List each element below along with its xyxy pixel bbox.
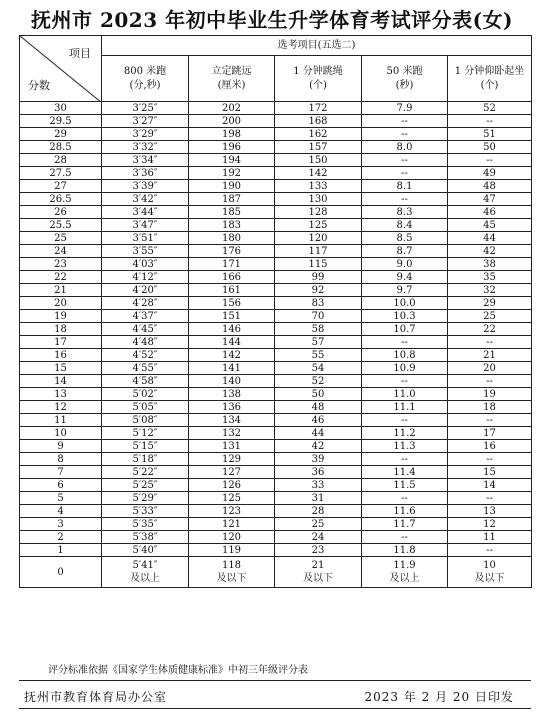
footer-rule-top (19, 680, 531, 681)
score-cell: 23 (20, 258, 102, 271)
table-row (20, 193, 532, 206)
threshold-qualifier: 及以下 (216, 573, 247, 584)
threshold-value: 10 (483, 560, 496, 571)
value-cell: 171 (189, 258, 275, 271)
value-cell: 57 (275, 336, 362, 349)
value-cell: 45 (448, 219, 532, 232)
value-cell: 3′39″ (102, 180, 189, 193)
value-cell: 138 (189, 388, 275, 401)
value-cell (102, 557, 189, 588)
value-cell: 3′51″ (102, 232, 189, 245)
score-cell: 25.5 (20, 219, 102, 232)
column-name: 1 分钟仰卧起坐 (454, 65, 525, 77)
value-cell: 198 (189, 128, 275, 141)
value-cell: -- (448, 453, 532, 466)
value-cell: 9.4 (362, 271, 448, 284)
score-cell: 28 (20, 154, 102, 167)
value-cell: 52 (448, 102, 532, 115)
table-row (20, 180, 532, 193)
value-cell: 42 (448, 245, 532, 258)
value-cell: 54 (275, 362, 362, 375)
table-row (20, 232, 532, 245)
value-cell: 131 (189, 440, 275, 453)
value-cell: 9.0 (362, 258, 448, 271)
table-row (20, 167, 532, 180)
value-cell: 8.5 (362, 232, 448, 245)
value-cell: 141 (189, 362, 275, 375)
table-row (20, 349, 532, 362)
value-cell: 196 (189, 141, 275, 154)
value-cell: 10.0 (362, 297, 448, 310)
table-row (20, 388, 532, 401)
score-cell: 7 (20, 466, 102, 479)
value-cell: 5′40″ (102, 544, 189, 557)
issue-date: 2023 年 2 月 20 日印发 (364, 690, 514, 704)
value-cell: 8.7 (362, 245, 448, 258)
table-row (20, 284, 532, 297)
value-cell: 180 (189, 232, 275, 245)
value-cell: 176 (189, 245, 275, 258)
value-cell: -- (362, 375, 448, 388)
value-cell: 8.3 (362, 206, 448, 219)
value-cell: 3′42″ (102, 193, 189, 206)
value-cell: 70 (275, 310, 362, 323)
value-cell: 121 (189, 518, 275, 531)
score-cell: 1 (20, 544, 102, 557)
score-label: 分数 (28, 79, 50, 92)
group-header: 选考项目(五选二) (102, 36, 532, 56)
column-header (448, 56, 532, 102)
value-cell: 3′32″ (102, 141, 189, 154)
table-row (20, 271, 532, 284)
value-cell: 19 (448, 388, 532, 401)
value-cell: 4′37″ (102, 310, 189, 323)
footer-rule-bottom (19, 708, 531, 709)
value-cell: 142 (189, 349, 275, 362)
value-cell: 11.1 (362, 401, 448, 414)
value-cell: 5′18″ (102, 453, 189, 466)
table-row (20, 297, 532, 310)
score-cell: 21 (20, 284, 102, 297)
threshold-value: 11.9 (393, 560, 416, 571)
value-cell: -- (362, 193, 448, 206)
table-row (20, 518, 532, 531)
score-cell: 30 (20, 102, 102, 115)
value-cell: 16 (448, 440, 532, 453)
score-cell: 20 (20, 297, 102, 310)
value-cell: 39 (275, 453, 362, 466)
column-name: 50 米跑 (386, 65, 423, 77)
value-cell: -- (448, 336, 532, 349)
value-cell: 11.4 (362, 466, 448, 479)
value-cell (362, 557, 448, 588)
table-row (20, 310, 532, 323)
score-cell: 22 (20, 271, 102, 284)
value-cell: 194 (189, 154, 275, 167)
value-cell: 125 (189, 492, 275, 505)
value-cell: 5′15″ (102, 440, 189, 453)
table-row (20, 544, 532, 557)
value-cell: 4′52″ (102, 349, 189, 362)
table-row (20, 492, 532, 505)
value-cell: 168 (275, 115, 362, 128)
value-cell: 5′33″ (102, 505, 189, 518)
value-cell (448, 557, 532, 588)
column-name: 1 分钟跳绳 (293, 65, 343, 77)
value-cell: 5′25″ (102, 479, 189, 492)
value-cell: 5′08″ (102, 414, 189, 427)
score-cell: 29 (20, 128, 102, 141)
value-cell: 25 (448, 310, 532, 323)
value-cell: 115 (275, 258, 362, 271)
score-cell: 19 (20, 310, 102, 323)
value-cell: 11.8 (362, 544, 448, 557)
value-cell: 49 (448, 167, 532, 180)
threshold-qualifier: 及以下 (303, 573, 333, 584)
value-cell: 5′12″ (102, 427, 189, 440)
value-cell: 3′34″ (102, 154, 189, 167)
value-cell: 4′45″ (102, 323, 189, 336)
column-header (275, 56, 362, 102)
column-unit: (个) (480, 79, 499, 91)
value-cell: 187 (189, 193, 275, 206)
value-cell: -- (362, 531, 448, 544)
value-cell: 8.4 (362, 219, 448, 232)
threshold-value: 21 (311, 560, 325, 571)
table-row (20, 206, 532, 219)
value-cell: 10.8 (362, 349, 448, 362)
value-cell: 192 (189, 167, 275, 180)
value-cell: 99 (275, 271, 362, 284)
value-cell: 11.3 (362, 440, 448, 453)
value-cell: 13 (448, 505, 532, 518)
value-cell: 3′27″ (102, 115, 189, 128)
value-cell: 36 (275, 466, 362, 479)
value-cell: 24 (275, 531, 362, 544)
value-cell: 11.2 (362, 427, 448, 440)
value-cell: 130 (275, 193, 362, 206)
value-cell: -- (362, 128, 448, 141)
table-row (20, 505, 532, 518)
score-cell: 3 (20, 518, 102, 531)
value-cell: 21 (448, 349, 532, 362)
score-cell: 8 (20, 453, 102, 466)
column-name: 立定跳远 (211, 65, 252, 77)
table-row (20, 479, 532, 492)
value-cell: 119 (189, 544, 275, 557)
value-cell (275, 557, 362, 588)
value-cell: 134 (189, 414, 275, 427)
score-cell: 27 (20, 180, 102, 193)
value-cell: 3′55″ (102, 245, 189, 258)
value-cell: 7.9 (362, 102, 448, 115)
score-cell: 0 (20, 557, 102, 588)
value-cell: -- (362, 414, 448, 427)
table-row (20, 466, 532, 479)
value-cell: 46 (275, 414, 362, 427)
value-cell: -- (362, 453, 448, 466)
value-cell: 4′12″ (102, 271, 189, 284)
table-row (20, 414, 532, 427)
value-cell: 33 (275, 479, 362, 492)
value-cell: -- (448, 115, 532, 128)
value-cell: 10.3 (362, 310, 448, 323)
value-cell: 185 (189, 206, 275, 219)
value-cell: 23 (275, 544, 362, 557)
value-cell: 4′55″ (102, 362, 189, 375)
table-row (20, 141, 532, 154)
value-cell: 120 (275, 232, 362, 245)
value-cell: 25 (275, 518, 362, 531)
value-cell: 125 (275, 219, 362, 232)
page-title: 抚州市 2023 年初中毕业生升学体育考试评分表(女) (30, 8, 513, 32)
value-cell: 83 (275, 297, 362, 310)
value-cell: 4′03″ (102, 258, 189, 271)
value-cell: 3′36″ (102, 167, 189, 180)
value-cell: 136 (189, 401, 275, 414)
column-unit: (秒) (395, 79, 414, 91)
value-cell: 92 (275, 284, 362, 297)
item-label: 项目 (69, 47, 91, 60)
value-cell: 5′38″ (102, 531, 189, 544)
score-cell: 26.5 (20, 193, 102, 206)
value-cell: 150 (275, 154, 362, 167)
value-cell: 5′29″ (102, 492, 189, 505)
value-cell: 5′02″ (102, 388, 189, 401)
value-cell: 11.6 (362, 505, 448, 518)
table-row (20, 336, 532, 349)
threshold-value: 5′41″ (132, 560, 158, 571)
value-cell: 9.7 (362, 284, 448, 297)
column-header (189, 56, 275, 102)
value-cell: 15 (448, 466, 532, 479)
score-cell: 11 (20, 414, 102, 427)
value-cell: 14 (448, 479, 532, 492)
score-cell: 15 (20, 362, 102, 375)
value-cell: 183 (189, 219, 275, 232)
value-cell: 129 (189, 453, 275, 466)
value-cell: 10.7 (362, 323, 448, 336)
value-cell: -- (448, 544, 532, 557)
value-cell: 10.9 (362, 362, 448, 375)
scoring-note: 评分标准依据《国家学生体质健康标准》中初三年级评分表 (48, 665, 308, 676)
score-cell: 25 (20, 232, 102, 245)
table-row-zero (20, 557, 532, 588)
table-row (20, 245, 532, 258)
value-cell: -- (362, 336, 448, 349)
column-unit: (个) (309, 79, 327, 91)
score-cell: 24 (20, 245, 102, 258)
value-cell: 44 (275, 427, 362, 440)
table-row (20, 154, 532, 167)
value-cell: 52 (275, 375, 362, 388)
threshold-qualifier: 及以上 (130, 573, 160, 584)
value-cell: 202 (189, 102, 275, 115)
corner-header-cell (20, 36, 102, 102)
score-cell: 12 (20, 401, 102, 414)
value-cell: 48 (448, 180, 532, 193)
value-cell: 133 (275, 180, 362, 193)
column-header (102, 56, 189, 102)
value-cell: 127 (189, 466, 275, 479)
value-cell: 123 (189, 505, 275, 518)
score-cell: 29.5 (20, 115, 102, 128)
table-row (20, 362, 532, 375)
score-cell: 14 (20, 375, 102, 388)
column-name: 800 米跑 (123, 65, 167, 77)
value-cell: 3′29″ (102, 128, 189, 141)
value-cell: 8.1 (362, 180, 448, 193)
value-cell: 17 (448, 427, 532, 440)
table-row (20, 440, 532, 453)
score-cell: 4 (20, 505, 102, 518)
value-cell: 156 (189, 297, 275, 310)
column-unit: (分,秒) (129, 79, 161, 91)
value-cell: 58 (275, 323, 362, 336)
value-cell: 120 (189, 531, 275, 544)
value-cell: 22 (448, 323, 532, 336)
value-cell: 50 (448, 141, 532, 154)
score-cell: 5 (20, 492, 102, 505)
value-cell: 46 (448, 206, 532, 219)
table-row (20, 453, 532, 466)
value-cell: 146 (189, 323, 275, 336)
score-cell: 26 (20, 206, 102, 219)
threshold-qualifier: 及以下 (474, 573, 505, 584)
value-cell: 3′47″ (102, 219, 189, 232)
value-cell: -- (448, 492, 532, 505)
value-cell: 47 (448, 193, 532, 206)
table-row (20, 427, 532, 440)
score-cell: 18 (20, 323, 102, 336)
value-cell: 166 (189, 271, 275, 284)
value-cell: 18 (448, 401, 532, 414)
table-body (20, 102, 532, 588)
table-row (20, 531, 532, 544)
score-cell: 2 (20, 531, 102, 544)
value-cell: 8.0 (362, 141, 448, 154)
value-cell: 51 (448, 128, 532, 141)
value-cell: -- (448, 375, 532, 388)
table-row (20, 258, 532, 271)
value-cell: 144 (189, 336, 275, 349)
value-cell: 11.7 (362, 518, 448, 531)
score-cell: 10 (20, 427, 102, 440)
value-cell: 157 (275, 141, 362, 154)
value-cell: 32 (448, 284, 532, 297)
issuer-text: 抚州市教育体育局办公室 (24, 690, 168, 704)
value-cell: -- (448, 154, 532, 167)
score-cell: 9 (20, 440, 102, 453)
value-cell: -- (362, 167, 448, 180)
threshold-qualifier: 及以上 (389, 573, 420, 584)
column-header (362, 56, 448, 102)
score-cell: 13 (20, 388, 102, 401)
score-table (19, 35, 532, 588)
value-cell: 48 (275, 401, 362, 414)
score-cell: 27.5 (20, 167, 102, 180)
value-cell: 126 (189, 479, 275, 492)
value-cell: 3′44″ (102, 206, 189, 219)
value-cell: -- (362, 115, 448, 128)
table-row (20, 128, 532, 141)
value-cell: 11.5 (362, 479, 448, 492)
threshold-value: 118 (221, 560, 242, 571)
value-cell: 172 (275, 102, 362, 115)
score-cell: 16 (20, 349, 102, 362)
value-cell: 190 (189, 180, 275, 193)
value-cell: 132 (189, 427, 275, 440)
value-cell: 11.0 (362, 388, 448, 401)
value-cell: 55 (275, 349, 362, 362)
value-cell: 4′48″ (102, 336, 189, 349)
value-cell: 5′22″ (102, 466, 189, 479)
score-cell: 28.5 (20, 141, 102, 154)
table-row (20, 375, 532, 388)
value-cell: -- (362, 154, 448, 167)
value-cell: 161 (189, 284, 275, 297)
value-cell: 5′05″ (102, 401, 189, 414)
value-cell: 29 (448, 297, 532, 310)
value-cell: 44 (448, 232, 532, 245)
value-cell: 11 (448, 531, 532, 544)
value-cell: 12 (448, 518, 532, 531)
value-cell: 140 (189, 375, 275, 388)
value-cell: 42 (275, 440, 362, 453)
value-cell: 142 (275, 167, 362, 180)
value-cell: 50 (275, 388, 362, 401)
table-row (20, 401, 532, 414)
value-cell: 4′58″ (102, 375, 189, 388)
value-cell: 3′25″ (102, 102, 189, 115)
value-cell (189, 557, 275, 588)
table-row (20, 115, 532, 128)
score-cell: 17 (20, 336, 102, 349)
value-cell: 20 (448, 362, 532, 375)
value-cell: 31 (275, 492, 362, 505)
value-cell: 5′35″ (102, 518, 189, 531)
value-cell: 28 (275, 505, 362, 518)
value-cell: 117 (275, 245, 362, 258)
value-cell: 162 (275, 128, 362, 141)
value-cell: 38 (448, 258, 532, 271)
table-row (20, 323, 532, 336)
value-cell: 128 (275, 206, 362, 219)
table-row (20, 219, 532, 232)
table-row (20, 102, 532, 115)
score-cell: 6 (20, 479, 102, 492)
value-cell: -- (448, 414, 532, 427)
column-unit: (厘米) (217, 79, 246, 91)
value-cell: 151 (189, 310, 275, 323)
value-cell: 4′28″ (102, 297, 189, 310)
value-cell: -- (362, 492, 448, 505)
value-cell: 4′20″ (102, 284, 189, 297)
value-cell: 35 (448, 271, 532, 284)
value-cell: 200 (189, 115, 275, 128)
